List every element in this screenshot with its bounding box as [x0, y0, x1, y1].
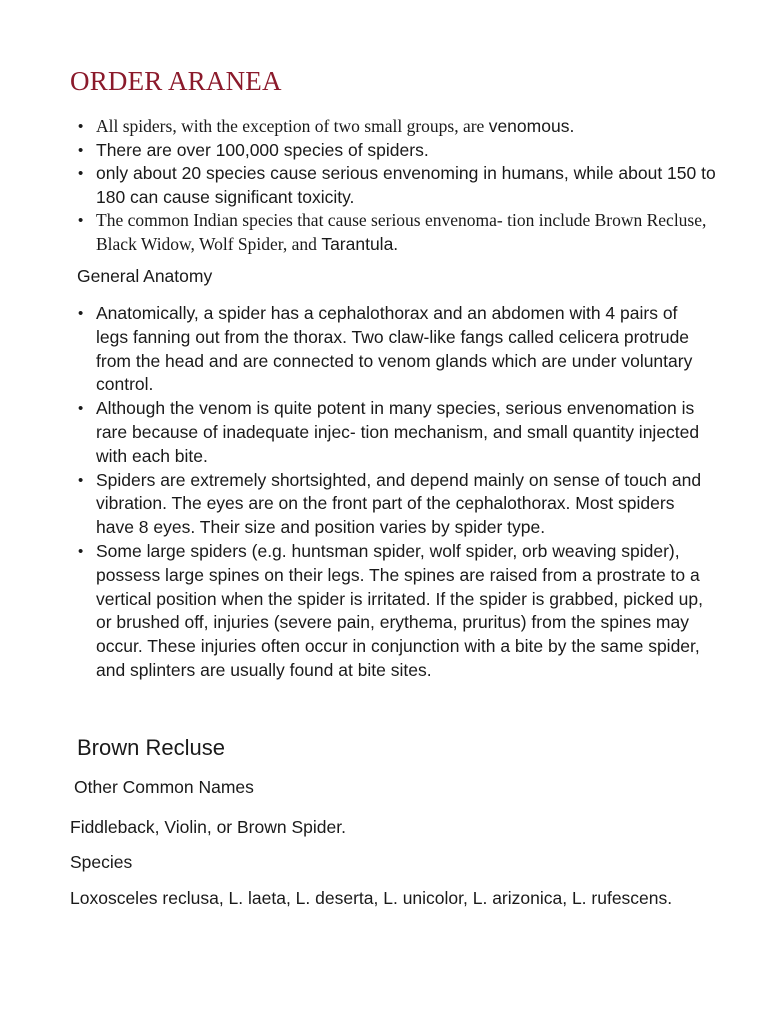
list-item: • only about 20 species cause serious envenoming in humans, while about 150 to 180 can cause significant toxicity. — [78, 162, 718, 209]
list-item — [78, 115, 718, 139]
page-title: ORDER ARANEA — [70, 66, 282, 96]
bullet-text-emphasis: venomous. — [488, 116, 575, 136]
species-text: Loxosceles reclusa, L. laeta, L. deserta, L. unicolor, L. arizonica, L. rufescens. — [70, 888, 673, 908]
list-item: • Spiders are extremely shortsighted, and depend mainly on sense of touch and vibration. The eyes are on the front part of the cephalothorax. Most spiders have 8 eyes. Their size and position varies by spider type. — [78, 469, 708, 540]
anatomy-bullet-list — [78, 302, 708, 683]
section-heading-general-anatomy: General Anatomy — [77, 266, 213, 286]
bullet-text-emphasis: Tarantula. — [321, 233, 399, 254]
subheading-other-common-names: Other Common Names — [74, 777, 254, 797]
list-item: • Anatomically, a spider has a cephalothorax and an abdomen with 4 pairs of legs fanning out from the thorax. Two claw-like fangs called celicera protrude from the head and are connected to venom glands which are under voluntary control. — [78, 302, 708, 397]
list-item: • There are over 100,000 species of spiders. — [78, 139, 718, 163]
bullet-text: All spiders, with the exception of two small groups, are — [96, 116, 489, 136]
bullet-text: The common Indian species that cause serious envenoma- tion include Brown Recluse, Black Widow, Wolf Spider, and — [96, 210, 707, 254]
intro-bullet-list — [78, 115, 718, 256]
section-heading-brown-recluse: Brown Recluse — [77, 735, 225, 760]
subheading-species: Species — [70, 852, 133, 872]
list-item: • Although the venom is quite potent in many species, serious envenomation is rare because of inadequate injec- tion mechanism, and small quantity injected with each bite. — [78, 397, 708, 468]
list-item: • Some large spiders (e.g. huntsman spider, wolf spider, orb weaving spider), possess large spines on their legs. The spines are raised from a prostrate to a vertical position when the spider is irritated. If the spider is grabbed, picked up, or brushed off, injuries (severe pain, erythema, pruritus) from the spines may occur. These injuries often occur in conjunction with a bite by the same spider, and splinters are usually found at bite sites. — [78, 540, 708, 683]
list-item — [78, 209, 718, 256]
other-names-text: Fiddleback, Violin, or Brown Spider. — [70, 817, 346, 837]
